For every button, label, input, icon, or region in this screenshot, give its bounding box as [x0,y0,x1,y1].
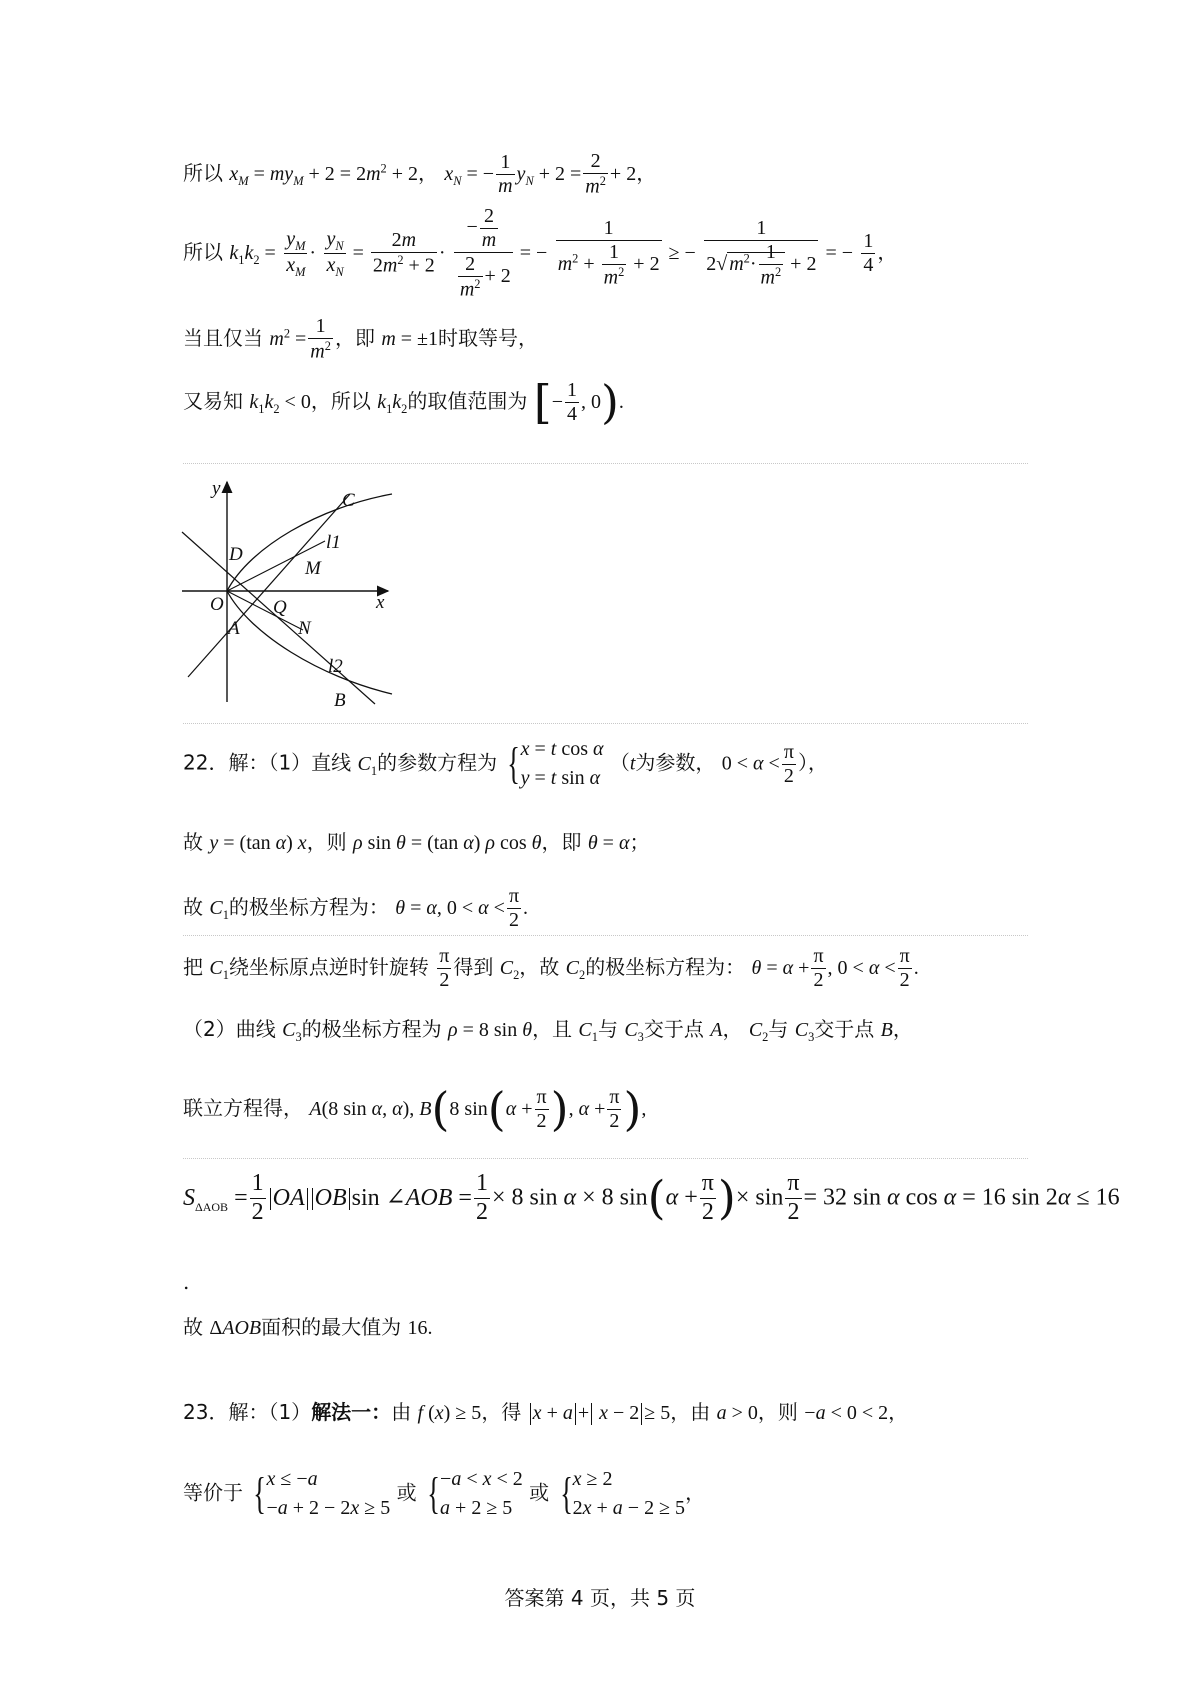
fig-label: O [210,594,224,615]
fig-label: B [334,690,346,711]
line-xm-xn: 所以 $x_M = my_M + 2 = 2m^2 + 2$， $x_N$ = − $\frac{1}{m}$ $y_N + 2$ = $\frac{2}{m^2}$ + 2， [183,150,657,198]
fig-label: A [228,618,240,639]
q22-line3: 故 $C_1$的极坐标方程为： θ = α, 0 < α < $\frac{\pi}{2}$ . [183,885,529,931]
q22-line2: 故 y = (tan α) x，则 ρ sin θ = (tan α) ρ cos θ，即 θ = α； [183,830,650,854]
q23-line2: 等价于 {x ≤ −a −a + 2 − 2x ≥ 5 或 {−a < x < 2 a + 2 ≥ 5 或 {x ≥ 2 2x + a − 2 ≥ 5， [183,1468,706,1519]
divider [183,935,1028,936]
q22-area-formula: $S_{\Delta AOB}$ = $\frac{1}{2}$ OA OB sin ∠AOB = $\frac{1}{2}$ × 8 sin α × 8 sin(α + $\frac{\pi}{2}$ )× sin $\frac{\pi}{2}$ = 32 sin α cos α = 16 sin 2α ≤ 16 [183,1170,1120,1225]
page-footer: 答案第 4 页，共 5 页 [504,1586,696,1610]
fig-label: y [212,478,221,499]
divider [183,1158,1028,1159]
fig-label: M [305,558,321,579]
q22-part2: （2）曲线 $C_3$的极坐标方程为 ρ = 8 sin θ，且 $C_1$与 $C_3$交于点 A， $C_2$与 $C_3$交于点 B， [183,1017,913,1044]
text: 所以 [183,160,223,185]
q22-line6: 联立方程得， A(8 sin α, α), B(8 sin(α + $\frac{\pi}{2}$ ), α + $\frac{\pi}{2}$ ), [183,1082,647,1136]
fig-label: Q [273,597,287,618]
fig-label: l2 [328,656,343,677]
q22-part1: 22．解：（1）直线 $C_1$的参数方程为 {x = t cos α y = t sin α （t为参数， 0 < α < $\frac{\pi}{2}$ ）， [183,738,828,789]
q23-part1: 23．解：（1）解法一：由 f (x) ≥ 5，得 x + a + x − 2 ≥ 5，由 a > 0，则 −a < 0 < 2， [183,1400,909,1424]
line-l1 [188,494,350,677]
fig-label: l1 [326,532,341,553]
fig-label: x [376,592,385,613]
line-range: 又易知 $k_1k_2 < 0$，所以 $k_1k_2$的取值范围为 [− $\frac{1}{4}$ , 0). [183,375,624,429]
divider [183,463,1028,464]
q22-conclusion: 故 ΔAOB面积的最大值为 16. [183,1315,433,1339]
line-k1k2: 所以 $k_1k_2$ = $\frac{y_M}{x_M}$ · $\frac{y_N}{x_N}$ = $\frac{2m}{2m^2 + 2}$ · − $\frac{2}{m}$ $\frac{2}{m^2}$ + 2 = − 1 $m^2$ + $\frac{1}{m^2}$ + 2 ≥ − 1 2√ $m^2\cdot$ $\frac{1}{m^2}$ + 2 = − $\frac{1}{4}$ ， [183,205,898,301]
period: . [183,1270,190,1294]
fig-label: C [342,490,355,511]
fig-label: D [229,544,243,565]
fig-label: N [298,618,311,639]
divider [183,723,1028,724]
line-equality: 当且仅当 $m^2$ = $\frac{1}{m^2}$ ，即 m = ±1时取等号， [183,315,539,363]
q22-line4: 把 $C_1$绕坐标原点逆时针旋转 $\frac{\pi}{2}$ 得到 $C_2$，故 $C_2$的极坐标方程为： θ = α + $\frac{\pi}{2}$ , 0 < α < $\frac{\pi}{2}$ . [183,945,919,991]
geometry-figure [180,472,400,712]
